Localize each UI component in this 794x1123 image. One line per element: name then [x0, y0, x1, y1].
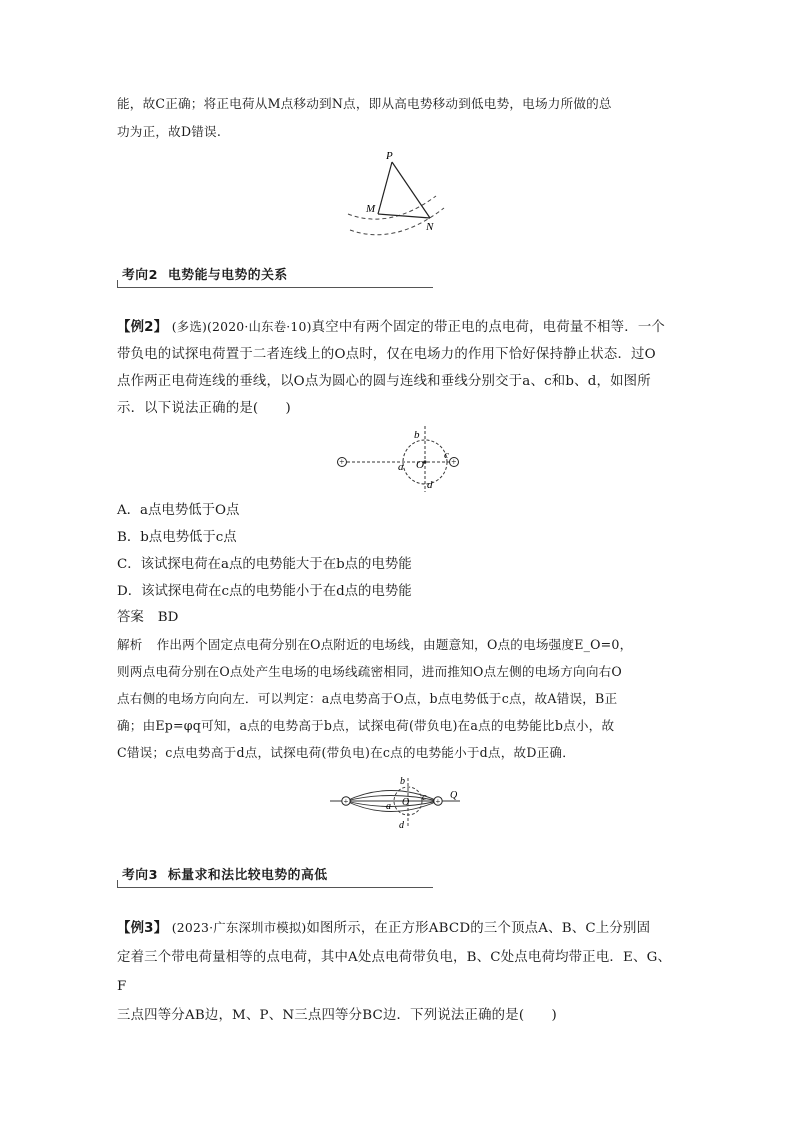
label-p: P	[386, 150, 393, 162]
label-a-3: a	[386, 801, 391, 812]
option-c: C．该试探电荷在a点的电势能大于在b点的电势能	[117, 557, 412, 572]
figure-field-lines	[330, 772, 470, 832]
section-heading-2	[117, 264, 433, 288]
example-2-line-2: 带负电的试探电荷置于二者连线上的O点时，仅在电场力的作用下恰好保持静止状态．过O	[117, 347, 656, 362]
top-paragraph-line-2: 功为正，故D错误.	[117, 124, 222, 139]
example-3	[117, 913, 679, 1030]
figure-pmn-triangle	[340, 148, 450, 238]
section-2-title: 电势能与电势的关系	[168, 268, 288, 283]
section-3-number: 考向3	[122, 868, 158, 883]
analysis-line-2: 则两点电荷分别在O点处产生电场的电场线疏密相同，进而推知O点左侧的电场方向向右O	[117, 664, 622, 679]
label-c: c	[444, 449, 449, 461]
analysis-line-3: 点右侧的电场方向向左．可以判定：a点电势高于O点，b点电势低于c点，故A错误，B正	[117, 691, 618, 706]
label-d-3: d	[399, 820, 404, 831]
segment-mn	[378, 214, 430, 218]
section-2-underline	[117, 287, 433, 288]
figure-charges-circle	[330, 420, 470, 495]
label-d: d	[427, 479, 433, 491]
example-2-source: (多选)(2020·山东卷·10)	[171, 319, 312, 334]
answer-label: 答案	[117, 610, 144, 625]
section-3-underline	[117, 887, 433, 888]
example-3-label: 【例3】	[117, 921, 168, 936]
option-d: D．该试探电荷在c点的电势能小于在d点的电势能	[117, 584, 412, 599]
left-charge-3-sign: +	[343, 796, 349, 806]
right-charge-sign: +	[450, 457, 457, 468]
answer-value: BD	[157, 610, 179, 625]
segment-pn	[392, 162, 430, 218]
answer	[117, 606, 178, 630]
section-2-tick	[117, 280, 118, 288]
label-q-3: Q	[450, 790, 458, 801]
example-3-source: (2023·广东深圳市模拟)	[171, 920, 307, 935]
analysis-text-1: 作出两个固定点电荷分别在O点附近的电场线，由题意知，O点的电场强度E_O=0，	[156, 637, 633, 652]
label-b: b	[414, 429, 420, 441]
example-3-line-1	[117, 913, 679, 943]
example-3-text-1: 如图所示，在正方形ABCD的三个顶点A、B、C上分别固	[306, 921, 651, 936]
label-n: N	[426, 221, 434, 233]
analysis-line-4: 确；由Ep=φq可知，a点的电势高于b点，试探电荷(带负电)在a点的电势能比b点小，故	[117, 718, 615, 733]
example-3-line-3: 三点四等分AB边，M、P、N三点四等分BC边．下列说法正确的是( )	[117, 1008, 557, 1023]
label-o: O	[416, 459, 424, 471]
top-paragraph-line-1: 能，故C正确；将正电荷从M点移动到N点，即从高电势移动到低电势，电场力所做的总	[117, 96, 612, 111]
label-o-3: O	[402, 797, 410, 808]
label-m: M	[366, 203, 376, 215]
analysis-label: 解析	[117, 637, 143, 652]
example-3-line-2: 定着三个带电荷量相等的点电荷，其中A处点电荷带负电，B、C处点电荷均带正电．E、G、F	[117, 950, 672, 994]
segment-pm	[378, 162, 392, 214]
section-2-number: 考向2	[122, 268, 158, 283]
example-2-line-1	[117, 313, 679, 341]
option-b: B．b点电势低于c点	[117, 530, 237, 545]
example-2-line-3: 点作两正电荷连线的垂线，以O点为圆心的圆与连线和垂线分别交于a、c和b、d，如图所	[117, 374, 651, 389]
section-3-tick	[117, 880, 118, 888]
analysis	[117, 631, 679, 766]
section-heading-3	[117, 864, 433, 888]
example-2-text-1: 真空中有两个固定的带正电的点电荷，电荷量不相等．一个	[311, 320, 665, 335]
analysis-line-1	[117, 631, 679, 658]
example-2-line-4: 示．以下说法正确的是( )	[117, 401, 291, 416]
section-3-title: 标量求和法比较电势的高低	[168, 868, 328, 883]
right-charge-3-sign: +	[435, 796, 441, 806]
example-2-label: 【例2】	[117, 320, 168, 335]
label-c-3: c	[422, 792, 427, 803]
left-charge-sign: +	[338, 457, 345, 468]
label-b-3: b	[400, 776, 405, 787]
option-a: A．a点电势低于O点	[117, 503, 240, 518]
example-2	[117, 313, 679, 422]
analysis-line-5: C错误；c点电势高于d点，试探电荷(带负电)在c点的电势能小于d点，故D正确．	[117, 745, 575, 760]
label-a: a	[398, 461, 404, 473]
top-paragraph	[117, 90, 679, 146]
